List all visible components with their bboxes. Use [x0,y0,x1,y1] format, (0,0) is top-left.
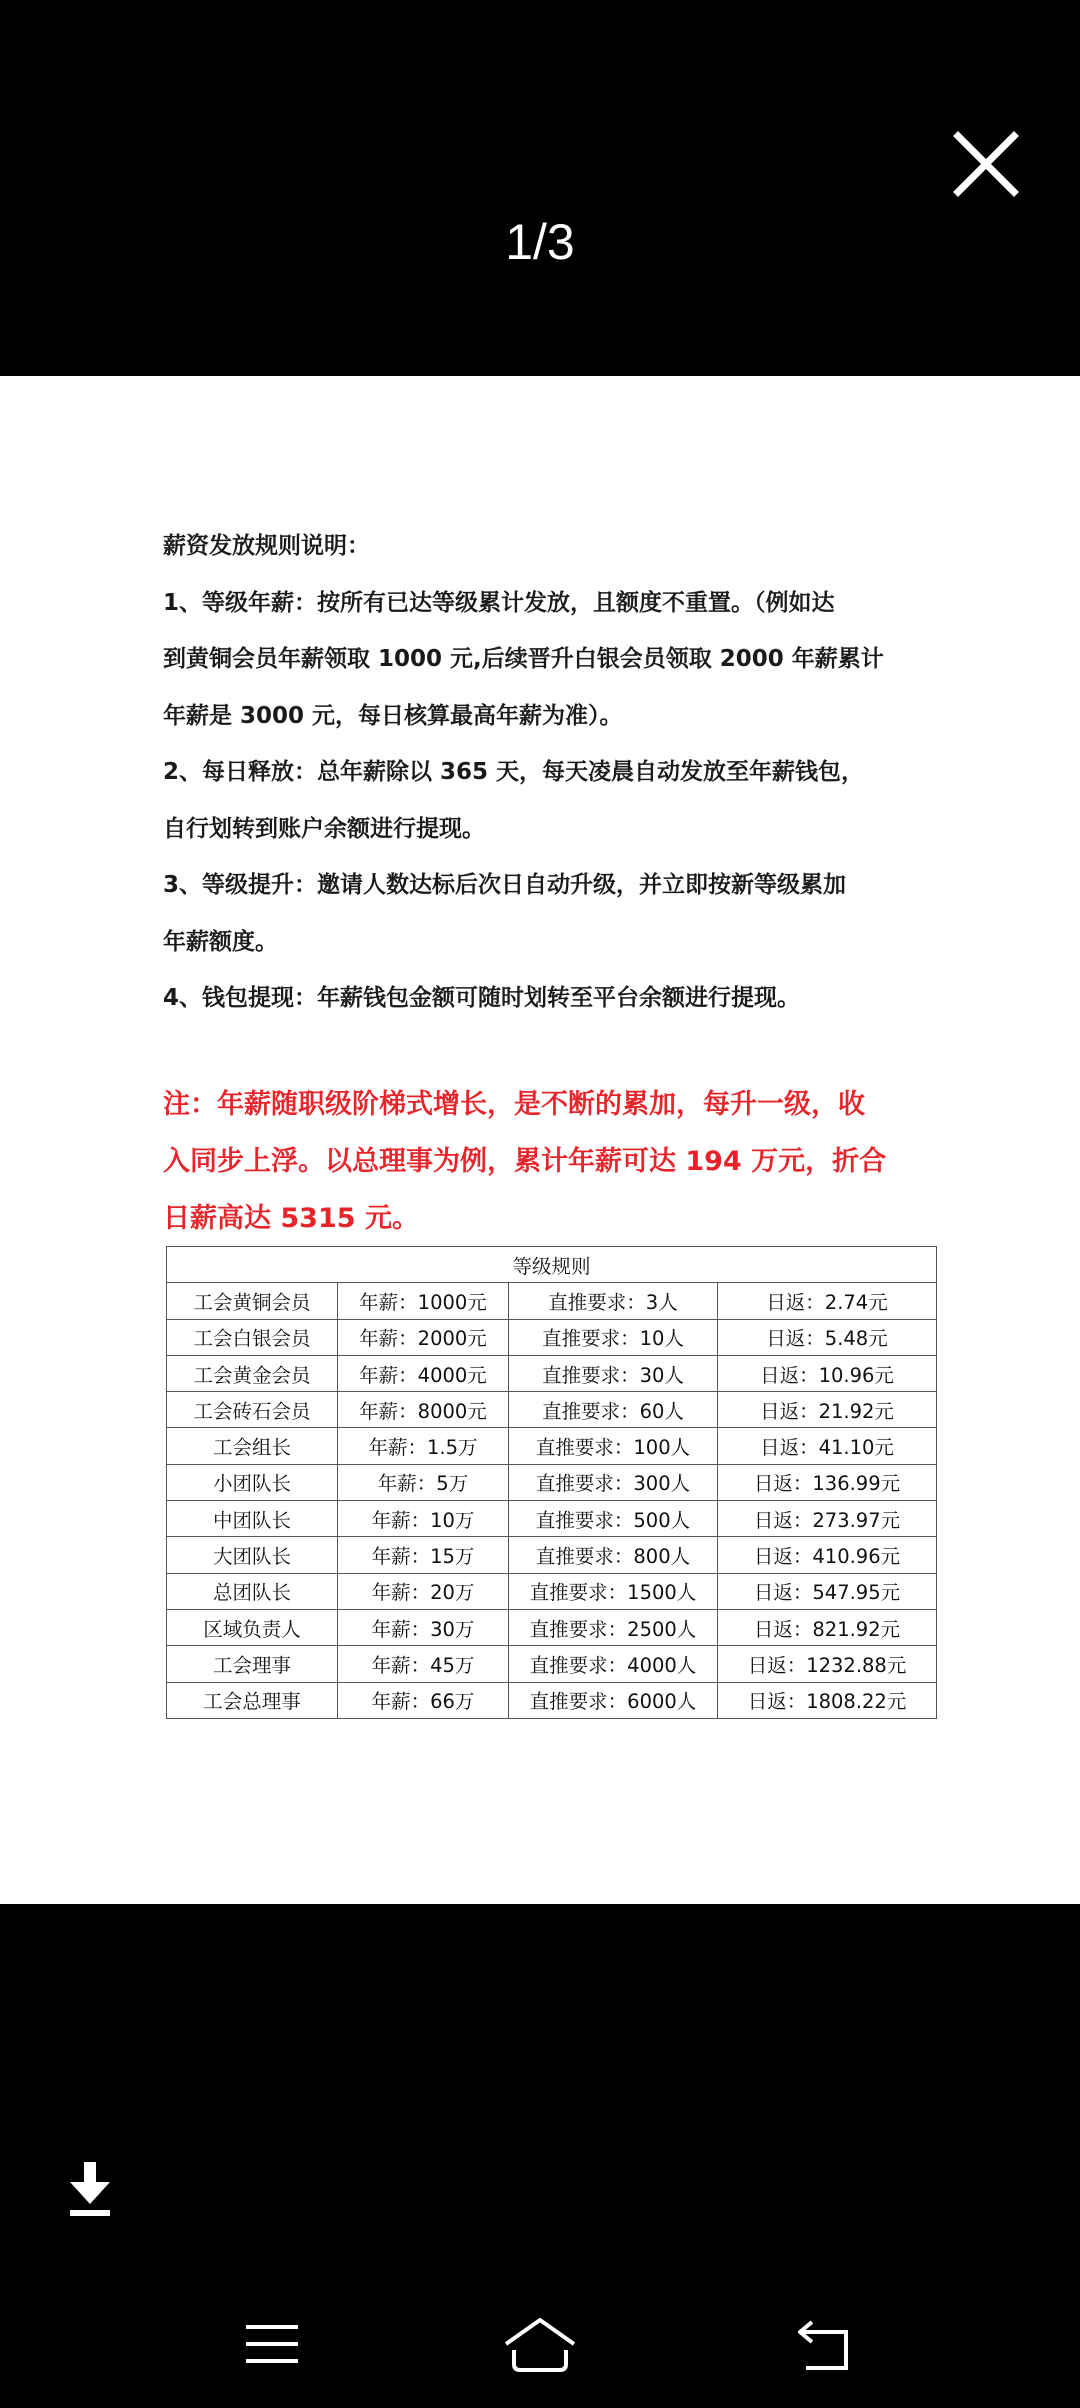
close-icon [948,126,1024,202]
referral-requirement: 直推要求：500人 [509,1501,718,1537]
referral-requirement: 直推要求：10人 [509,1319,718,1355]
level-name: 工会砖石会员 [167,1392,338,1428]
table-row [167,1537,937,1573]
download-icon [66,2160,114,2218]
daily-return: 日返：547.95元 [718,1573,937,1609]
table-row [167,1428,937,1464]
rules-line: 年薪额度。 [163,928,278,955]
level-name: 中团队长 [167,1501,338,1537]
rules-heading: 薪资发放规则说明： [163,533,370,559]
download-button[interactable] [66,2160,114,2218]
annual-salary: 年薪：4000元 [338,1355,509,1391]
annual-salary: 年薪：10万 [338,1501,509,1537]
rules-line: 2、每日释放：总年薪除以 365 天，每天凌晨自动发放至年薪钱包， [163,759,865,785]
viewer-top-bar [0,0,1080,376]
annual-salary: 年薪：45万 [338,1646,509,1682]
note-line: 日薪高达 5315 元。 [163,1203,419,1234]
level-name: 工会白银会员 [167,1319,338,1355]
level-name: 工会理事 [167,1646,338,1682]
daily-return: 日返：821.92元 [718,1609,937,1645]
note-line: 注：年薪随职级阶梯式增长，是不断的累加，每升一级，收 [163,1089,865,1120]
referral-requirement: 直推要求：800人 [509,1537,718,1573]
referral-requirement: 直推要求：30人 [509,1355,718,1391]
daily-return: 日返：273.97元 [718,1501,937,1537]
table-title: 等级规则 [167,1247,937,1283]
rules-line: 3、等级提升：邀请人数达标后次日自动升级，并立即按新等级累加 [163,872,847,898]
daily-return: 日返：410.96元 [718,1537,937,1573]
level-rules-table [166,1246,937,1719]
table-row [167,1501,937,1537]
referral-requirement: 直推要求：4000人 [509,1646,718,1682]
table-row [167,1355,937,1391]
annual-salary: 年薪：2000元 [338,1319,509,1355]
level-name: 总团队长 [167,1573,338,1609]
referral-requirement: 直推要求：6000人 [509,1682,718,1718]
annual-salary: 年薪：1.5万 [338,1428,509,1464]
daily-return: 日返：41.10元 [718,1428,937,1464]
level-name: 工会组长 [167,1428,338,1464]
page-counter: 1/3 [505,214,575,270]
annual-salary: 年薪：20万 [338,1573,509,1609]
level-name: 大团队长 [167,1537,338,1573]
daily-return: 日返：21.92元 [718,1392,937,1428]
close-button[interactable] [948,126,1024,202]
level-name: 小团队长 [167,1464,338,1500]
referral-requirement: 直推要求：3人 [509,1283,718,1319]
annual-salary: 年薪：66万 [338,1682,509,1718]
table-row [167,1646,937,1682]
rules-line: 1、等级年薪：按所有已达等级累计发放，且额度不重置。（例如达 [163,589,835,616]
document-image[interactable] [0,376,1080,1904]
referral-requirement: 直推要求：1500人 [509,1573,718,1609]
note-line: 入同步上浮。以总理事为例，累计年薪可达 194 万元，折合 [163,1146,887,1177]
rules-line: 年薪是 3000 元，每日核算最高年薪为准）。 [163,702,623,729]
annual-salary: 年薪：1000元 [338,1283,509,1319]
rules-line: 4、钱包提现：年薪钱包金额可随时划转至平台余额进行提现。 [163,985,801,1011]
daily-return: 日返：2.74元 [718,1283,937,1319]
rules-line: 自行划转到账户余额进行提现。 [163,815,485,842]
referral-requirement: 直推要求：100人 [509,1428,718,1464]
table-row [167,1392,937,1428]
table-row [167,1319,937,1355]
daily-return: 日返：136.99元 [718,1464,937,1500]
level-name: 工会黄金会员 [167,1355,338,1391]
table-row [167,1682,937,1718]
annual-salary: 年薪：15万 [338,1537,509,1573]
daily-return: 日返：1808.22元 [718,1682,937,1718]
rules-text [163,518,933,1027]
level-name: 区域负责人 [167,1609,338,1645]
referral-requirement: 直推要求：300人 [509,1464,718,1500]
annual-salary: 年薪：8000元 [338,1392,509,1428]
nav-home-button[interactable] [502,2310,578,2380]
table-row [167,1283,937,1319]
daily-return: 日返：1232.88元 [718,1646,937,1682]
nav-menu-button[interactable] [244,2310,300,2380]
annual-salary: 年薪：5万 [338,1464,509,1500]
table-row [167,1464,937,1500]
level-name: 工会黄铜会员 [167,1283,338,1319]
table-row [167,1609,937,1645]
nav-back-button[interactable] [796,2310,854,2380]
back-icon [796,2310,854,2380]
rules-line: 到黄铜会员年薪领取 1000 元,后续晋升白银会员领取 2000 年薪累计 [163,646,884,672]
level-name: 工会总理事 [167,1682,338,1718]
annual-salary: 年薪：30万 [338,1609,509,1645]
daily-return: 日返：5.48元 [718,1319,937,1355]
referral-requirement: 直推要求：2500人 [509,1609,718,1645]
daily-return: 日返：10.96元 [718,1355,937,1391]
rules-note [163,1076,933,1247]
table-row [167,1573,937,1609]
menu-icon [244,2310,300,2380]
home-icon [502,2310,578,2380]
referral-requirement: 直推要求：60人 [509,1392,718,1428]
